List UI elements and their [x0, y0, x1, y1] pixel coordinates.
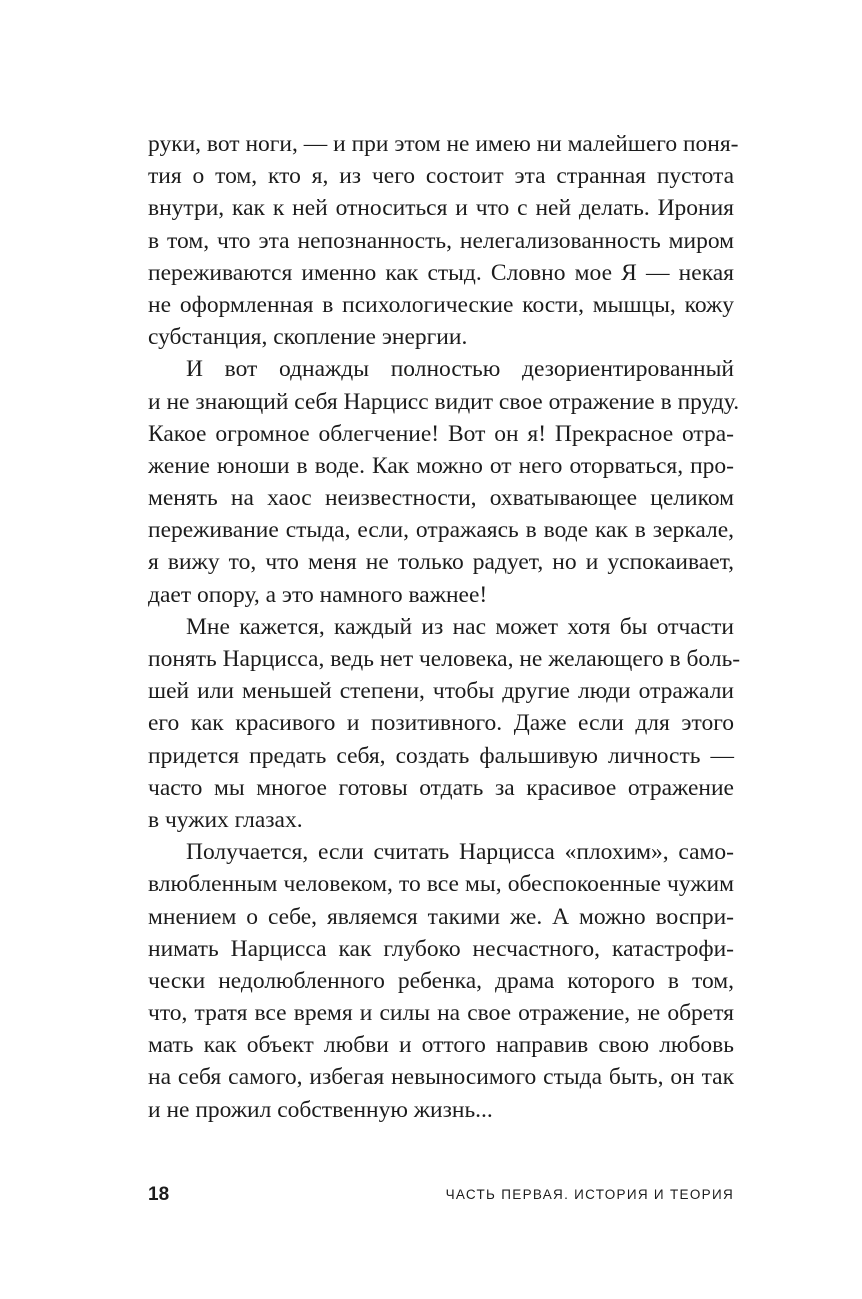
text-line: придется предать себя, создать фальшивую личность — [148, 742, 734, 769]
text-line: внутри, как к ней относиться и что с ней делать. Ирония [148, 195, 734, 222]
text-line: в том, что эта непознанность, нелегализованность миром [148, 227, 734, 254]
text-line: понять Нарцисса, ведь нет человека, не желающего в боль- [148, 646, 741, 672]
text-line: часто мы многое готовы отдать за красивое отражение [148, 774, 734, 801]
running-head: ЧАСТЬ ПЕРВАЯ. ИСТОРИЯ И ТЕОРИЯ [445, 1187, 734, 1202]
body-text [148, 128, 741, 1126]
text-line: нимать Нарцисса как глубоко несчастного, катастрофи- [148, 935, 734, 962]
page-footer [148, 1182, 734, 1208]
text-line: влюбленным человеком, то все мы, обеспокоенные чужим [148, 871, 734, 898]
text-line: не оформленная в психологические кости, мышцы, кожу [148, 291, 734, 318]
text-line: на себя самого, избегая невыносимого стыда быть, он так [148, 1064, 734, 1091]
paragraph-start-line: И вот однажды полностью дезориентированный [186, 356, 734, 383]
text-line: жение юноши в воде. Как можно от него оторваться, про- [148, 452, 734, 479]
text-line: субстанция, скопление энергии. [148, 324, 468, 351]
text-line: и не знающий себя Нарцисс видит свое отражение в пруду. [148, 388, 740, 415]
text-line: в чужих глазах. [148, 806, 303, 833]
text-line: и не прожил собственную жизнь... [148, 1096, 493, 1123]
text-line: шей или меньшей степени, чтобы другие люди отражали [148, 678, 734, 705]
text-line: руки, вот ноги, — и при этом не имею ни малейшего поня- [148, 131, 739, 157]
text-line: тия о том, кто я, из чего состоит эта странная пустота [148, 163, 734, 190]
text-line: я вижу то, что меня не только радует, но и успокаивает, [148, 549, 734, 576]
text-line: что, тратя все время и силы на свое отражение, не обретя [148, 1000, 734, 1027]
text-line: менять на хаос неизвестности, охватывающее целиком [148, 485, 734, 512]
text-line: переживаются именно как стыд. Словно мое Я — некая [148, 259, 734, 286]
text-line: Какое огромное облегчение! Вот он я! Прекрасное отра- [148, 420, 734, 447]
paragraph-start-line: Мне кажется, каждый из нас может хотя бы отчасти [186, 613, 734, 640]
text-line: чески недолюбленного ребенка, драма которого в том, [148, 967, 734, 994]
paragraph-start-line: Получается, если считать Нарцисса «плохим», само- [186, 839, 734, 866]
text-line: его как красивого и позитивного. Даже если для этого [148, 710, 734, 737]
text-line: дает опору, а это намного важнее! [148, 581, 488, 608]
text-line: переживание стыда, если, отражаясь в воде как в зеркале, [148, 517, 734, 544]
text-line: мнением о себе, являемся такими же. А можно воспри- [148, 903, 734, 930]
text-line: мать как объект любви и оттого направив свою любовь [148, 1032, 734, 1059]
page-number: 18 [148, 1184, 170, 1205]
